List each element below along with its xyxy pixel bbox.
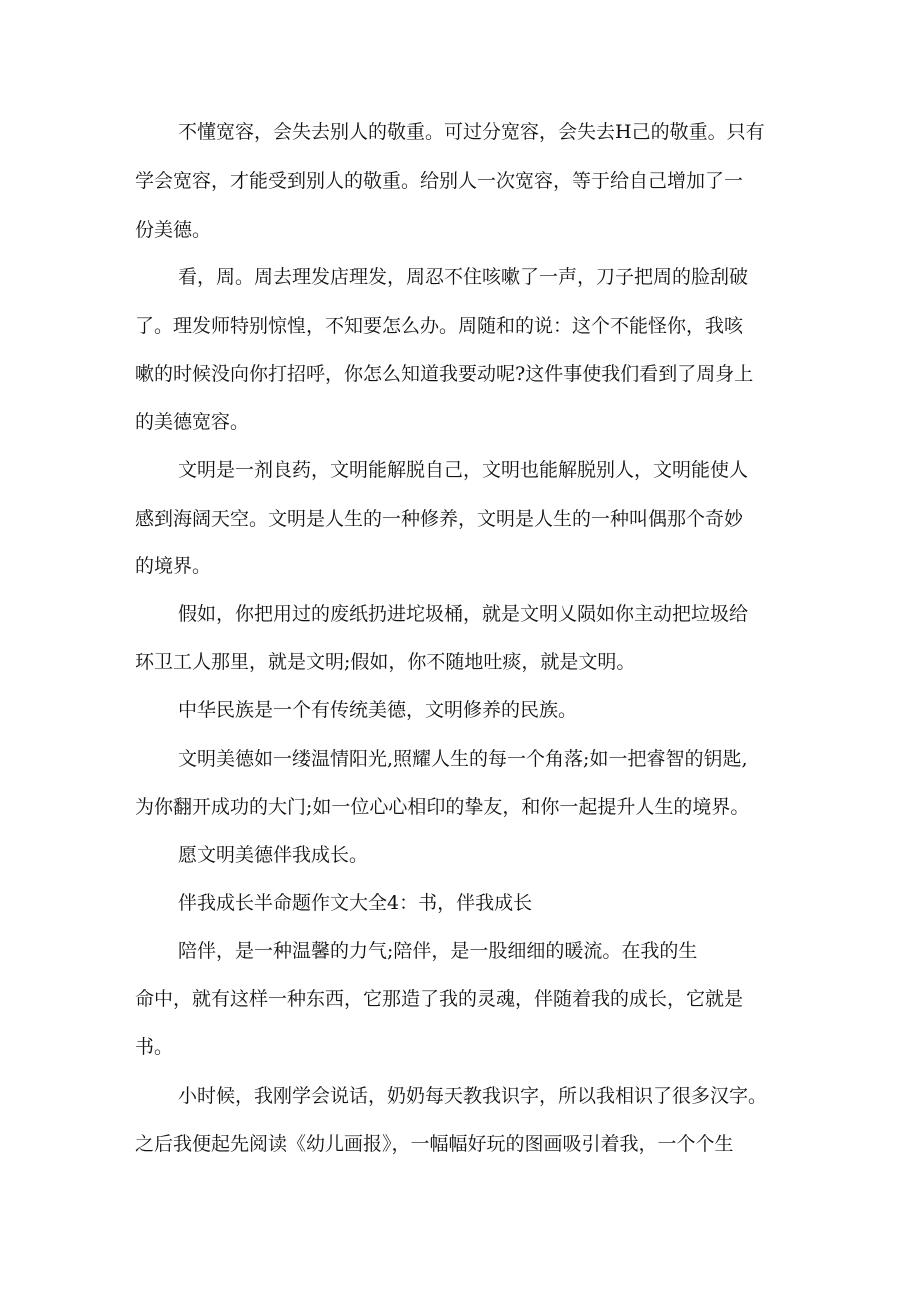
- text-line: 看，周。周去理发店理发，周忍不住咳嗽了一声，刀子把周的脸刮破: [178, 266, 749, 288]
- section-heading: 伴我成长半命题作文大全4：书，伴我成长: [178, 892, 533, 914]
- text-line: 愿文明美德伴我成长。: [178, 844, 369, 866]
- text-line: 学会宽容，才能受到别人的敬重。给别人一次宽容，等于给自己增加了一: [135, 170, 744, 192]
- text-line: 书。: [135, 1036, 174, 1058]
- text-line: 命中，就有这样一种东西，它那造了我的灵魂，伴随着我的成长，它就是: [135, 988, 744, 1010]
- text-line: 份美德。: [135, 219, 212, 241]
- text-line: 环卫工人那里，就是文明;假如，你不随地吐痰，就是文明。: [135, 651, 636, 673]
- text-line: 文明美德如一缕温情阳光,照耀人生的每一个角落;如一把睿智的钥匙,: [178, 748, 748, 770]
- text-line: 的美德宽容。: [135, 411, 250, 433]
- text-line: 为你翻开成功的大门;如一位心心相印的挚友，和你一起提升人生的境界。: [135, 796, 750, 818]
- text-line: 的境界。: [135, 555, 212, 577]
- text-line: 嗽的时候没向你打招呼，你怎么知道我要动呢?这件事使我们看到了周身上: [135, 363, 754, 385]
- text-line: 中华民族是一个有传统美德，文明修养的民族。: [178, 699, 578, 721]
- text-line: 陪伴，是一种温馨的力气;陪伴，是一股细细的暖流。在我的生: [178, 940, 698, 962]
- text-line: 不懂宽容，会失去别人的敬重。可过分宽容，会失去H己的敬重。只有: [178, 121, 765, 143]
- text-line: 小时候，我刚学会说话，奶奶每天教我识字，所以我相识了很多汉字。: [178, 1085, 768, 1107]
- text-line: 假如，你把用过的废纸扔进坨圾桶，就是文明乂陨如你主动把垃圾给: [178, 603, 749, 625]
- text-line: 之后我便起先阅读《幼儿画报》，一幅幅好玩的图画吸引着我，一个个生: [135, 1133, 734, 1155]
- text-line: 文明是一剂良药，文明能解脱自己，文明也能解脱别人，文明能使人: [178, 459, 749, 481]
- text-line: 感到海阔天空。文明是人生的一种修养，文明是人生的一种叫偶那个奇妙: [135, 508, 744, 530]
- text-line: 了。理发师特别惊惶，不知要怎么办。周随和的说：这个不能怪你，我咳: [135, 315, 744, 337]
